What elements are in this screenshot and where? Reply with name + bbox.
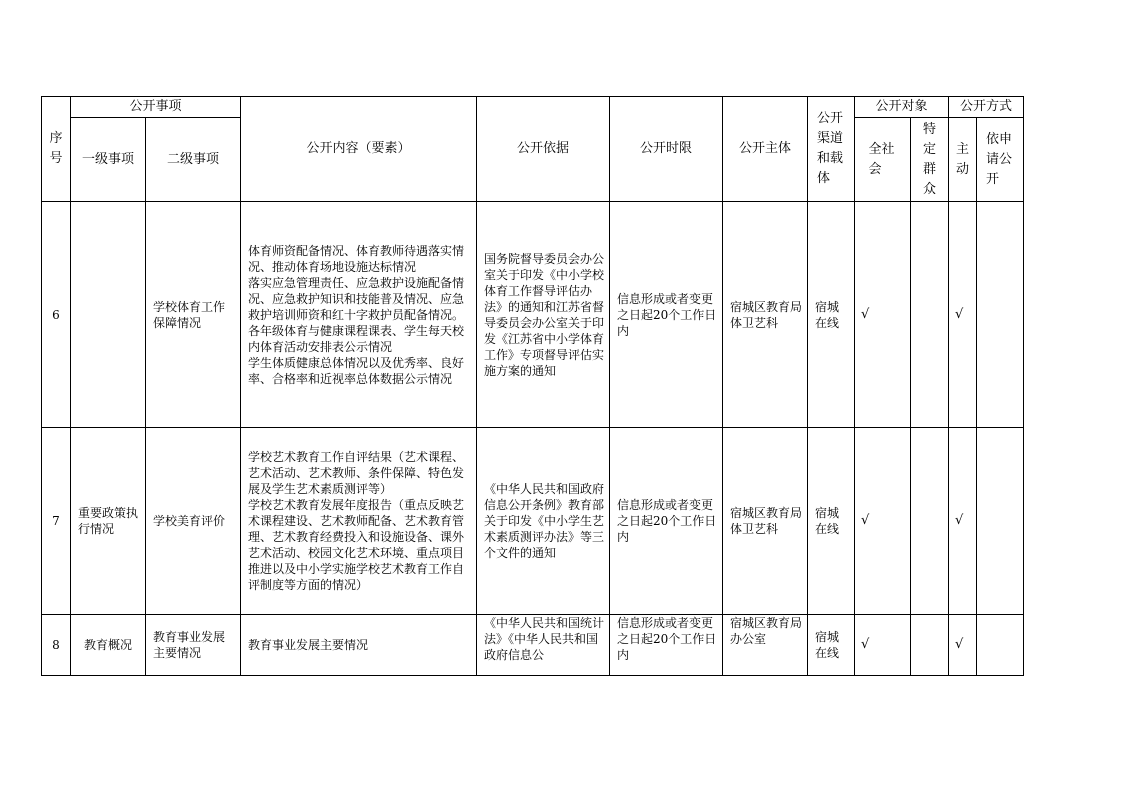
header-level2: 二级事项	[146, 118, 241, 202]
row-target-specific-check	[911, 202, 949, 428]
row-basis: 国务院督导委员会办公室关于印发《中小学校体育工作督导评估办法》的通知和江苏省督导委员会办公室关于印发《江苏省中小学体育工作》专项督导评估实施方案的通知	[477, 202, 610, 428]
header-public-items: 公开事项	[71, 97, 241, 118]
content-line: 落实应急管理责任、应急救护设施配备情况、应急救护知识和技能普及情况、应急救护培训师资和红十字救护员配备情况。	[248, 275, 465, 322]
row-seq: 7	[42, 428, 71, 615]
header-subject: 公开主体	[723, 97, 808, 202]
row-method-request-check	[977, 428, 1024, 615]
disclosure-table	[41, 96, 1024, 676]
row-subject: 宿城区教育局体卫艺科	[723, 202, 808, 428]
row-target-specific-check	[911, 615, 949, 676]
header-method-request: 依申请公开	[977, 118, 1024, 202]
row-level2: 学校美育评价	[146, 428, 241, 615]
header-target-specific: 特定群众	[911, 118, 949, 202]
row-method-request-check	[977, 202, 1024, 428]
row-basis	[477, 615, 610, 676]
row-level1	[71, 202, 146, 428]
row-method-active-check: √	[949, 428, 977, 615]
row-target-all-check: √	[855, 615, 911, 676]
header-basis: 公开依据	[477, 97, 610, 202]
row-level1: 重要政策执行情况	[71, 428, 146, 615]
header-target-all: 全社会	[855, 118, 911, 202]
row-subject: 宿城区教育局体卫艺科	[723, 428, 808, 615]
header-method: 公开方式	[949, 97, 1024, 118]
row-seq: 6	[42, 202, 71, 428]
row-content	[241, 202, 477, 428]
row-channel: 宿城在线	[808, 615, 855, 676]
row-content	[241, 428, 477, 615]
header-row-top	[42, 97, 1024, 118]
content-line: 学校艺术教育发展年度报告（重点反映艺术课程建设、艺术教师配备、艺术教育管理、艺术教育经费投入和设施设备、课外艺术活动、校园文化艺术环境、重点项目推进以及中小学实施学校艺术教育工作自评制度等方面的情况）	[248, 498, 465, 592]
row-channel: 宿城在线	[808, 202, 855, 428]
content-line: 学校艺术教育工作自评结果（艺术课程、艺术活动、艺术教师、条件保障、特色发展及学生艺术素质测评等）	[248, 450, 465, 496]
header-seq: 序号	[42, 97, 71, 202]
row-target-all-check: √	[855, 428, 911, 615]
row-method-request-check	[977, 615, 1024, 676]
row-time-limit: 信息形成或者变更之日起20个工作日内	[610, 428, 723, 615]
time-limit-text: 信息形成或者变更之日起20个工作日内	[617, 616, 717, 662]
row-method-active-check: √	[949, 615, 977, 676]
header-channel: 公开渠道和载体	[808, 97, 855, 202]
content-line: 教育事业发展主要情况	[248, 638, 369, 652]
row-level2: 学校体育工作保障情况	[146, 202, 241, 428]
header-content: 公开内容（要素）	[241, 97, 477, 202]
header-level1: 一级事项	[71, 118, 146, 202]
row-method-active-check: √	[949, 202, 977, 428]
row-channel: 宿城在线	[808, 428, 855, 615]
row-target-all-check: √	[855, 202, 911, 428]
header-method-active: 主动	[949, 118, 977, 202]
table-row	[42, 202, 1024, 428]
row-content	[241, 615, 477, 676]
content-line: 学生体质健康总体情况以及优秀率、良好率、合格率和近视率总体数据公示情况	[248, 355, 465, 386]
table-row	[42, 615, 1024, 676]
basis-text: 《中华人民共和国统计法》《中华人民共和国政府信息公	[484, 616, 605, 662]
content-line: 体育师资配备情况、体育教师待遇落实情况、推动体育场地设施达标情况	[248, 243, 465, 274]
content-line: 各年级体育与健康课程课表、学生每天校内体育活动安排表公示情况	[248, 323, 465, 354]
header-time-limit: 公开时限	[610, 97, 723, 202]
row-target-specific-check	[911, 428, 949, 615]
row-basis: 《中华人民共和国政府信息公开条例》教育部关于印发《中小学生艺术素质测评办法》等三个文件的通知	[477, 428, 610, 615]
row-subject	[723, 615, 808, 676]
subject-text: 宿城区教育局办公室	[730, 616, 803, 646]
row-seq: 8	[42, 615, 71, 676]
row-time-limit: 信息形成或者变更之日起20个工作日内	[610, 202, 723, 428]
table-row	[42, 428, 1024, 615]
row-level1: 教育概况	[71, 615, 146, 676]
row-time-limit	[610, 615, 723, 676]
header-target: 公开对象	[855, 97, 949, 118]
disclosure-table-sheet	[41, 96, 1024, 676]
row-level2: 教育事业发展主要情况	[146, 615, 241, 676]
